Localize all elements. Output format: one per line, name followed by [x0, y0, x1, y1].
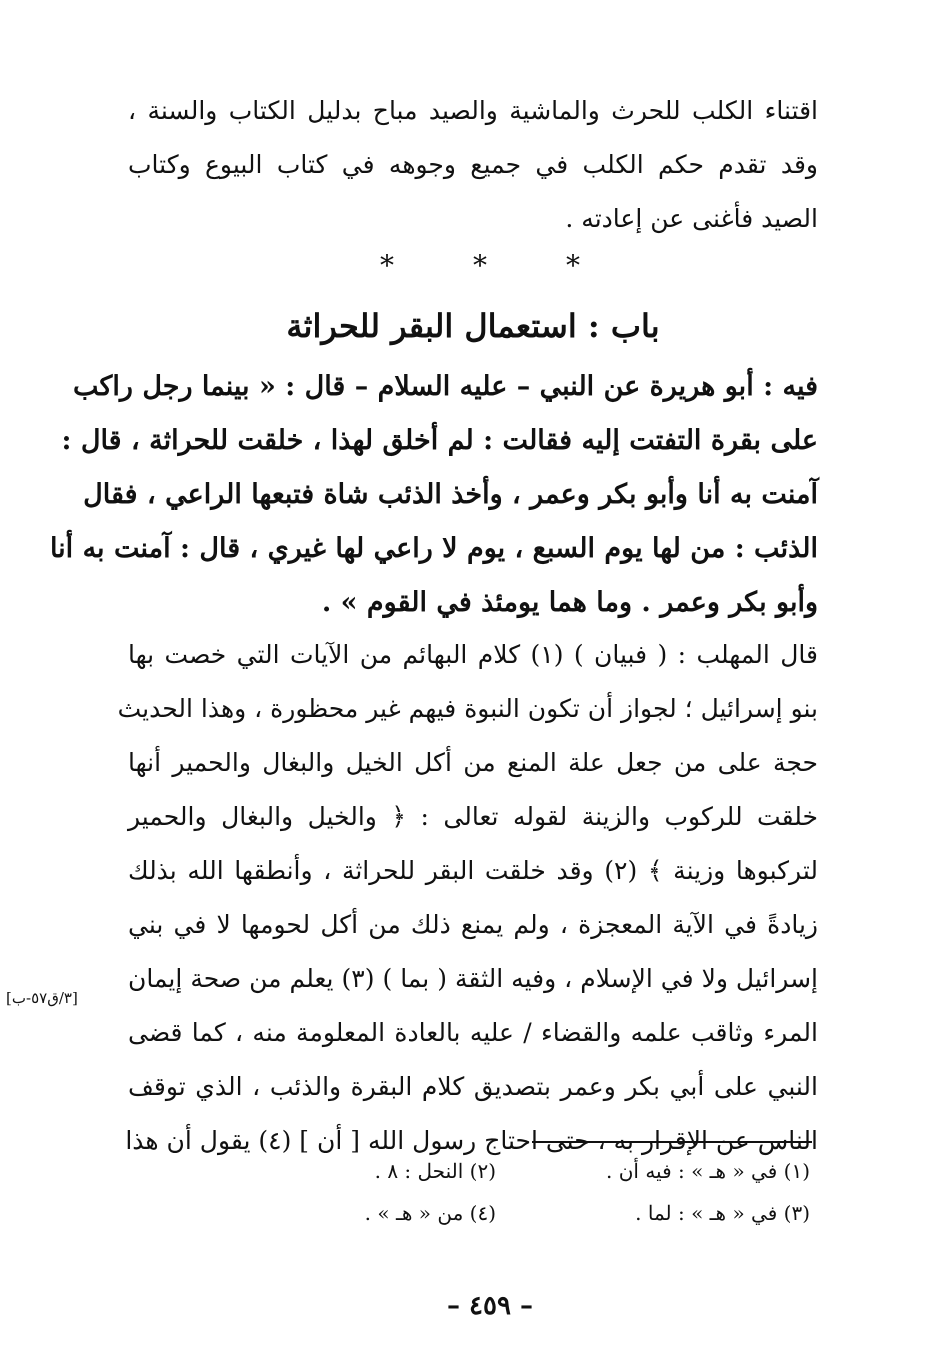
intro-line: الصيد فأغنى عن إعادته . — [565, 204, 818, 233]
commentary-line: الناس عن الإقرار به ، حتى احتاج رسول الله [ أن ] (٤) يقول أن هذا — [125, 1126, 818, 1155]
footnote-3: (٣) في « هـ » : لما . — [635, 1201, 810, 1225]
commentary-paragraph — [117, 628, 818, 1168]
hadith-line: آمنت به أنا وأبو بكر وعمر ، وأخذ الذئب شاة فتبعها الراعي ، فقال — [83, 479, 818, 510]
hadith-line: الذئب : من لها يوم السبع ، يوم لا راعي لها غيري ، قال : آمنت به أنا — [49, 533, 818, 564]
commentary-line: قال المهلب : ( فبيان ) (١) كلام البهائم من الآيات التي خصت بها — [128, 640, 818, 669]
footnote-4: (٤) من « هـ » . — [364, 1201, 496, 1225]
intro-paragraph — [128, 84, 818, 246]
commentary-line: زيادةً في الآية المعجزة ، ولم يمنع ذلك من أكل لحومها لا في بني — [128, 910, 818, 939]
hadith-line: على بقرة التفتت إليه فقالت : لم أخلق لهذا ، خلقت للحراثة ، قال : — [61, 425, 818, 456]
commentary-line: إسرائيل ولا في الإسلام ، وفيه الثقة ( بما ) (٣) يعلم من صحة إيمان — [128, 964, 818, 993]
separator-star: * — [473, 249, 487, 282]
commentary-line: النبي على أبي بكر وعمر بتصديق كلام البقرة والذئب ، الذي توقف — [128, 1072, 818, 1101]
separator-star: * — [566, 249, 580, 282]
commentary-line: حجة على من جعل علة المنع من أكل الخيل والبغال والحمير أنها — [128, 748, 818, 777]
commentary-line: بنو إسرائيل ؛ لجواز أن تكون النبوة فيهم غير محظورة ، وهذا الحديث — [117, 694, 818, 723]
commentary-line: خلقت للركوب والزينة لقوله تعالى : ﴿ والخيل والبغال والحمير — [128, 802, 818, 831]
commentary-line: لتركبوها وزينة ﴾ (٢) وقد خلقت البقر للحراثة ، وأنطقها الله بذلك — [128, 856, 818, 885]
section-separator — [380, 248, 580, 284]
intro-line: اقتناء الكلب للحرث والماشية والصيد مباح بدليل الكتاب والسنة ، — [128, 96, 818, 125]
manuscript-folio-ref: [٣/ق٥٧-ب] — [6, 989, 78, 1007]
hadith-paragraph — [49, 360, 818, 630]
chapter-title: باب : استعمال البقر للحراثة — [286, 307, 660, 345]
footnote-divider — [532, 1141, 812, 1143]
footnote-1: (١) في « هـ » : فيه أن . — [606, 1159, 810, 1183]
hadith-line: فيه : أبو هريرة عن النبي – عليه السلام – قال : « بينما رجل راكب — [73, 371, 818, 402]
page-number: – ٤٥٩ – — [446, 1291, 534, 1321]
separator-star: * — [380, 249, 394, 282]
footnote-2: (٢) النحل : ٨ . — [374, 1159, 496, 1183]
hadith-line: وأبو بكر وعمر . وما هما يومئذ في القوم » . — [321, 587, 818, 618]
commentary-line: المرء وثاقب علمه والقضاء / عليه بالعادة المعلومة منه ، كما قضى — [128, 1018, 818, 1047]
intro-line: وقد تقدم حكم الكلب في جميع وجوهه في كتاب البيوع وكتاب — [128, 150, 818, 179]
